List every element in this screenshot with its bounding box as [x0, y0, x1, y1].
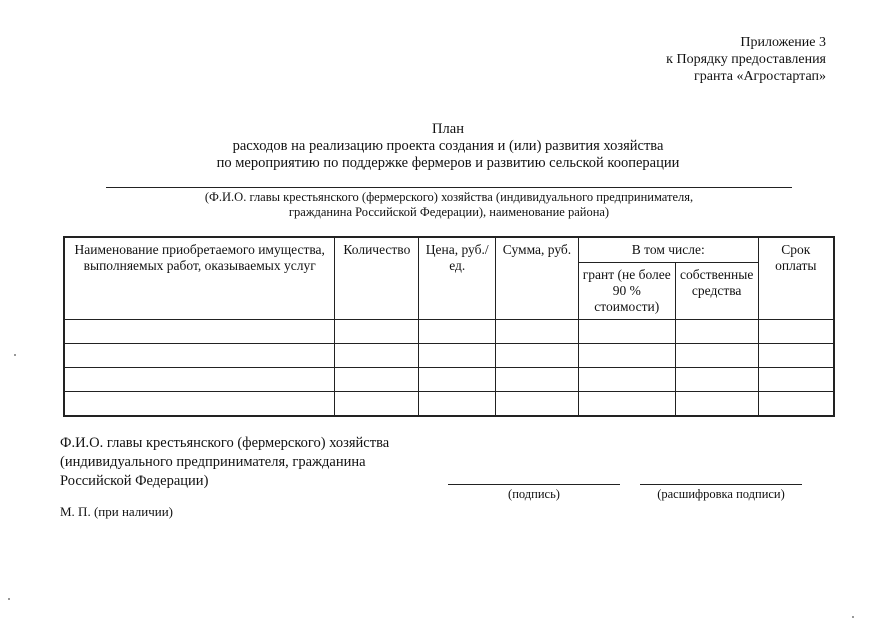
scan-speck	[852, 616, 854, 618]
header-price: Цена, руб./ед.	[419, 237, 496, 320]
caption-line-1: (Ф.И.О. главы крестьянского (фермерского) хозяйства (индивидуального предпринимателя,	[204, 190, 694, 204]
appendix-line-3: гранта «Агростартап»	[694, 69, 826, 84]
header-own-funds: собственные средства	[675, 263, 758, 320]
header-quantity: Количество	[335, 237, 419, 320]
signature-decode-fill-line[interactable]	[640, 484, 802, 485]
table-row	[64, 344, 834, 368]
fio-line-3: Российской Федерации)	[60, 473, 209, 489]
header-sum: Сумма, руб.	[496, 237, 579, 320]
header-including: В том числе:	[578, 237, 758, 263]
title-line-1: План	[432, 121, 464, 137]
scan-speck	[8, 598, 10, 600]
title-line-3: по мероприятию по поддержке фермеров и развитию сельской кооперации	[216, 155, 680, 171]
fio-line-1: Ф.И.О. главы крестьянского (фермерского) хозяйства	[60, 435, 390, 451]
fio-line-2: (индивидуального предпринимателя, гражданина	[60, 454, 366, 470]
appendix-line-2: к Порядку предоставления	[666, 52, 826, 67]
farm-name-caption	[106, 190, 792, 220]
expense-plan-table	[63, 236, 835, 417]
appendix-header	[666, 34, 826, 85]
header-grant: грант (не более 90 % стоимости)	[578, 263, 675, 320]
header-item: Наименование приобретаемого имущества, выполняемых работ, оказываемых услуг	[64, 237, 335, 320]
signature-fill-line[interactable]	[448, 484, 620, 485]
signature-decode-caption: (расшифровка подписи)	[657, 487, 785, 501]
document-title	[0, 121, 896, 172]
header-payment-term: Срок оплаты	[758, 237, 834, 320]
stamp-label: М. П. (при наличии)	[60, 504, 174, 519]
table-row	[64, 320, 834, 344]
head-fio-label	[60, 434, 389, 491]
table-row	[64, 368, 834, 392]
appendix-line-1: Приложение 3	[740, 35, 826, 50]
caption-line-2: гражданина Российской Федерации), наименование района)	[288, 205, 610, 219]
farm-name-fill-line[interactable]	[106, 187, 792, 188]
title-line-2: расходов на реализацию проекта создания и (или) развития хозяйства	[232, 138, 664, 154]
signature-caption: (подпись)	[508, 487, 560, 501]
scan-speck	[14, 354, 16, 356]
table-row	[64, 392, 834, 417]
